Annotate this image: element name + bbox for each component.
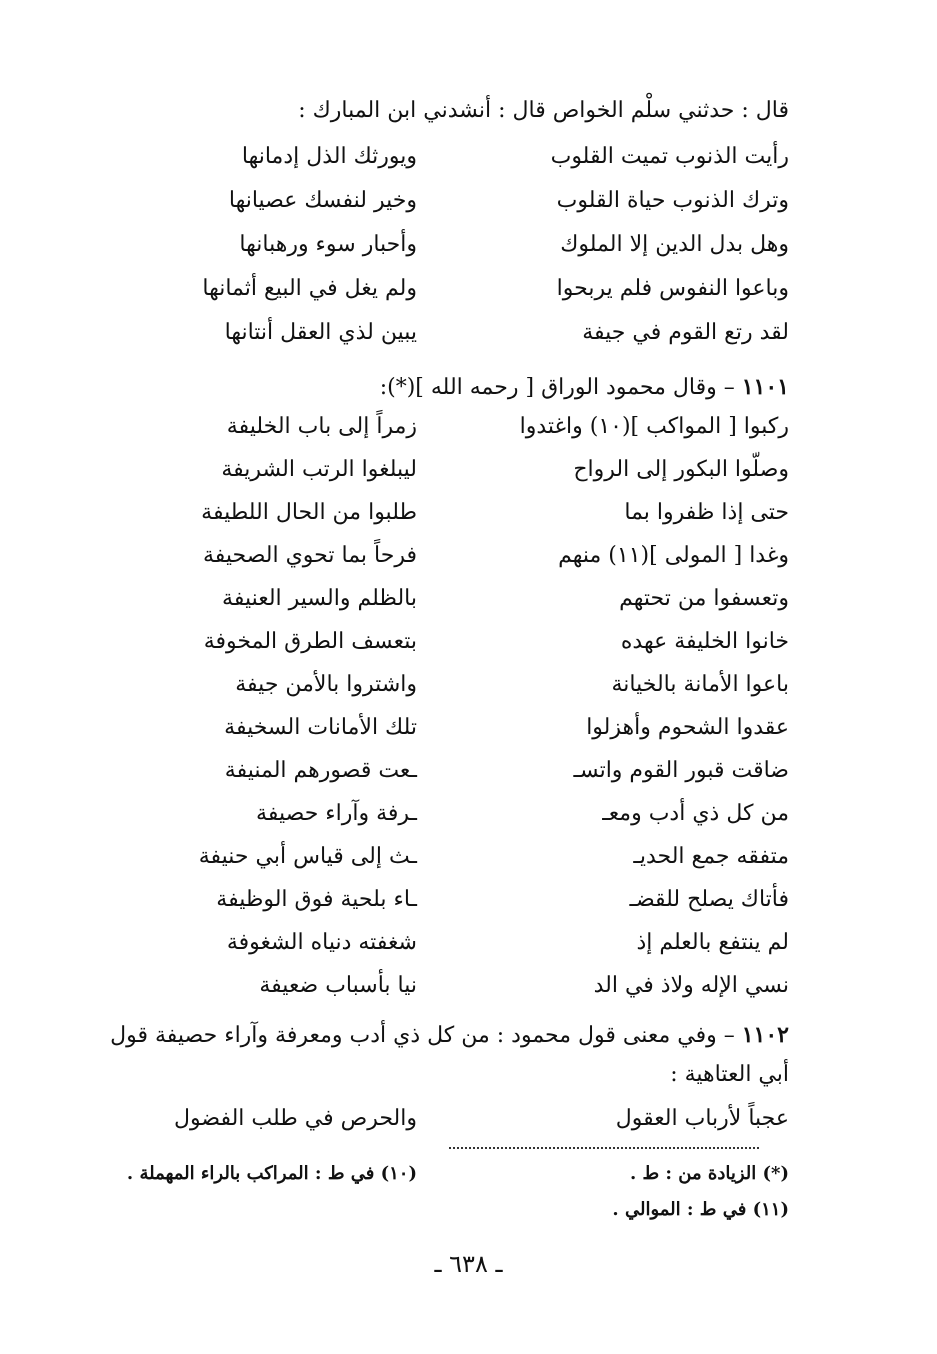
verse-first-hemistich: ضاقت قبور القوم واتسـ — [573, 758, 789, 783]
verse-first-hemistich: من كل ذي أدب ومعـ — [602, 801, 789, 826]
intro-line: قال : حدثني سلْم الخواص قال : أنشدني ابن المبارك : — [298, 98, 789, 123]
verse-second-hemistich: بتعسف الطرق المخوفة — [203, 629, 417, 654]
verse-second-hemistich: ـث إلى قياس أبي حنيفة — [198, 844, 417, 869]
verse-second-hemistich: وأحبار سوء ورهبانها — [239, 232, 417, 257]
verse-first-hemistich: وتعسفوا من تحتهم — [619, 586, 789, 611]
footnote-separator — [449, 1147, 759, 1149]
heading-1102 — [89, 1020, 789, 1051]
verse-first-hemistich: عجباً لأرباب العقول — [615, 1106, 789, 1131]
verse-first-hemistich: وباعوا النفوس فلم يربحوا — [556, 276, 789, 301]
verse-second-hemistich: نيا بأسباب ضعيفة — [259, 973, 417, 998]
verse-first-hemistich: متفقه جمع الحديـ — [633, 844, 789, 869]
verse-first-hemistich: فأتاك يصلح للقضـ — [629, 887, 789, 912]
heading-text: – وقال محمود الوراق [ رحمه الله ](*): — [379, 375, 735, 400]
verse-first-hemistich: وهل بدل الدين إلا الملوك — [560, 232, 789, 257]
verse-first-hemistich: وصلّوا البكور إلى الرواح — [573, 457, 789, 482]
verse-first-hemistich: لم ينتفع بالعلم إذ — [636, 930, 789, 955]
verse-first-hemistich: عقدوا الشحوم وأهزلوا — [586, 715, 789, 740]
verse-first-hemistich: حتى إذا ظفروا بما — [624, 500, 789, 525]
verse-second-hemistich: واشتروا بالأمن جيفة — [235, 672, 417, 697]
paragraph-text: – وفي معنى قول محمود : من كل ذي أدب ومعرفة وآراء حصيفة قول — [110, 1023, 735, 1048]
verse-second-hemistich: تلك الأمانات السخيفة — [224, 715, 417, 740]
paragraph-continuation: أبي العتاهية : — [670, 1062, 789, 1087]
verse-second-hemistich: شغفته دنياه الشغوفة — [226, 930, 417, 955]
verse-first-hemistich: باعوا الأمانة بالخيانة — [611, 672, 789, 697]
verse-second-hemistich: ـرفة وآراء حصيفة — [256, 801, 417, 826]
verse-first-hemistich: خانوا الخليفة عهده — [620, 629, 789, 654]
verse-first-hemistich: رأيت الذنوب تميت القلوب — [550, 144, 789, 169]
page-number: ـ ٦٣٨ ـ — [434, 1250, 503, 1278]
verse-first-hemistich: وترك الذنوب حياة القلوب — [556, 188, 789, 213]
verse-first-hemistich: ركبوا [ المواكب ](١٠) واغتدوا — [519, 414, 789, 439]
heading-1101 — [380, 372, 789, 403]
verse-second-hemistich: يبين لذي العقل أنتانها — [224, 320, 417, 345]
verse-second-hemistich: ويورثك الذل إدمانها — [241, 144, 417, 169]
verse-second-hemistich: زمراً إلى باب الخليفة — [226, 414, 417, 439]
verse-first-hemistich: لقد رتع القوم في جيفة — [582, 320, 789, 345]
verse-second-hemistich: وخير لنفسك عصيانها — [228, 188, 417, 213]
verse-second-hemistich: فرحاً بما تحوي الصحيفة — [202, 543, 417, 568]
item-number: ١١٠١ — [741, 374, 789, 400]
verse-second-hemistich: بالظلم والسير العنيفة — [222, 586, 417, 611]
verse-second-hemistich: ولم يغل في البيع أثمانها — [202, 276, 417, 301]
verse-second-hemistich: ليبلغوا الرتب الشريفة — [221, 457, 417, 482]
item-number: ١١٠٢ — [741, 1022, 789, 1048]
verse-second-hemistich: ـعت قصورهم المنيفة — [224, 758, 417, 783]
verse-second-hemistich: والحرص في طلب الفضول — [174, 1106, 417, 1131]
verse-first-hemistich: وغدا [ المولى ](١١) منهم — [558, 543, 789, 568]
verse-second-hemistich: طلبوا من الحال اللطيفة — [201, 500, 417, 525]
footnote-11: (١١) في ط : الموالي . — [612, 1199, 789, 1220]
verse-first-hemistich: نسي الإله ولاذ في الد — [593, 973, 789, 998]
verse-second-hemistich: ـاء بلحية فوق الوظيفة — [216, 887, 417, 912]
footnote-10: (١٠) في ط : المراكب بالراء المهملة . — [126, 1163, 417, 1184]
footnote-star: (*) الزيادة من : ط . — [629, 1163, 789, 1184]
